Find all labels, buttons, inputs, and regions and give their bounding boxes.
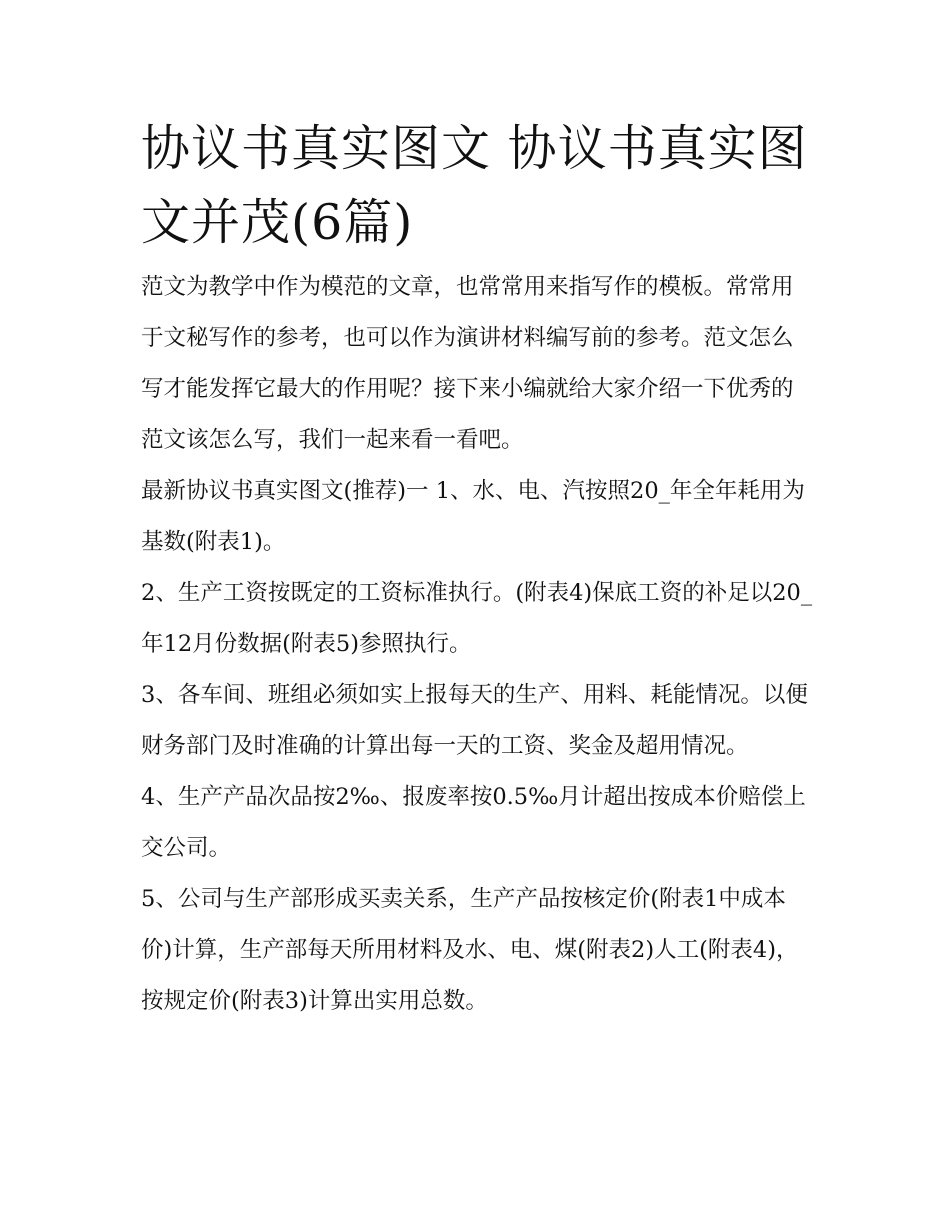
clause-1-paragraph: 最新协议书真实图文(推荐)一 1、水、电、汽按照20_年全年耗用为基数(附表1)。 (141, 478, 805, 555)
document-title: 协议书真实图文 协议书真实图文并茂(6篇) (141, 120, 808, 251)
clause-4-paragraph: 4、生产产品次品按2‰、报废率按0.5‰月计超出按成本价赔偿上交公司。 (141, 784, 806, 861)
clause-3-paragraph: 3、各车间、班组必须如实上报每天的生产、用料、耗能情况。以便财务部门及时准确的计算出每一天的工资、奖金及超用情况。 (141, 682, 808, 759)
clause-2-paragraph: 2、生产工资按既定的工资标准执行。(附表4)保底工资的补足以20_年12月份数据(附表5)参照执行。 (141, 580, 813, 657)
clause-5-paragraph: 5、公司与生产部形成买卖关系，生产产品按核定价(附表1中成本价)计算，生产部每天所用材料及水、电、煤(附表2)人工(附表4)，按规定价(附表3)计算出实用总数。 (141, 886, 799, 1014)
intro-paragraph: 范文为教学中作为模范的文章，也常常用来指写作的模板。常常用于文秘写作的参考，也可以作为演讲材料编写前的参考。范文怎么写才能发挥它最大的作用呢？接下来小编就给大家介绍一下优秀的范文该怎么写，我们一起来看一看吧。 (141, 274, 794, 453)
document-body (141, 112, 813, 1027)
